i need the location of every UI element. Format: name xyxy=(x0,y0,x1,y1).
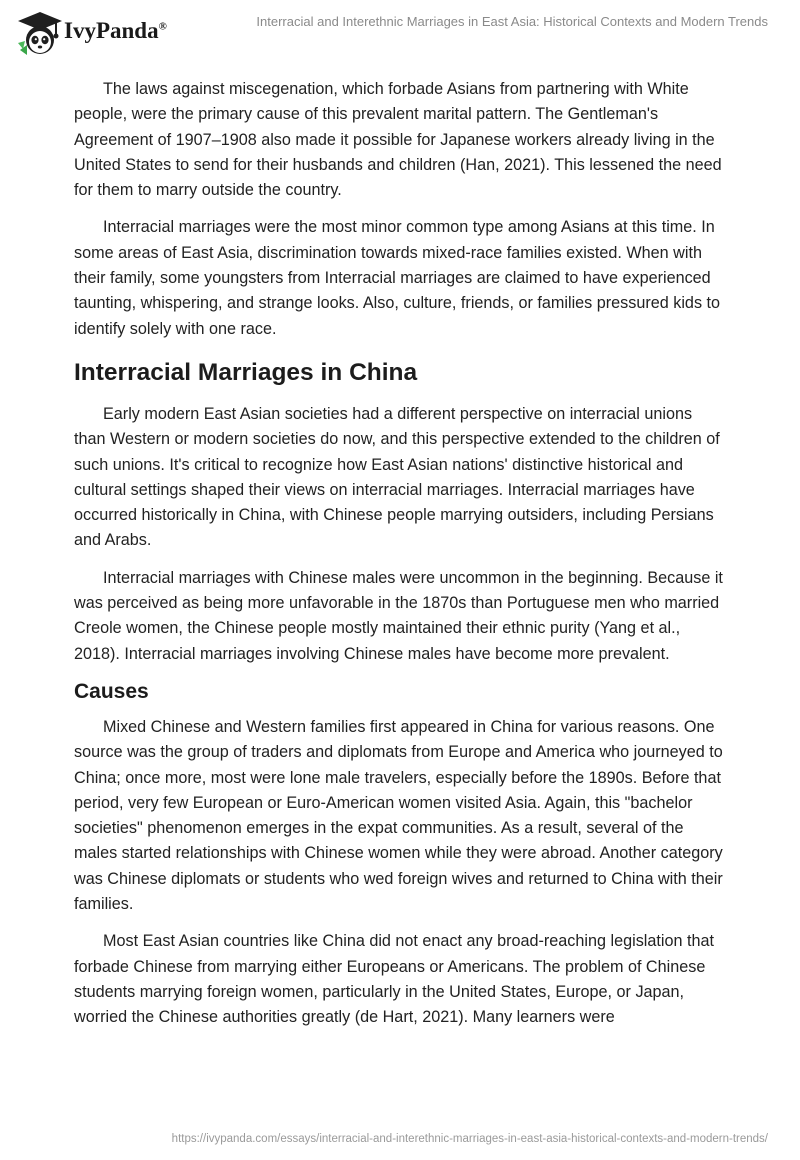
document-title: Interracial and Interethnic Marriages in East Asia: Historical Contexts and Modern Trends xyxy=(256,14,768,29)
subsection-heading-causes: Causes xyxy=(74,679,149,703)
ivypanda-logo[interactable] xyxy=(14,10,214,52)
paragraph: Mixed Chinese and Western families first appeared in China for various reasons. One source was the group of traders and diplomats from Europe and America who journeyed to China; once more, most were lone male travelers, especially before the 1890s. Before that period, very few European or Euro-American women visited Asia. Again, this "bachelor societies" phenomenon emerges in the expat communities. As a result, several of the males started relationships with Chinese women while they were abroad. Another category was Chinese diplomats or students who wed foreign wives and returned to China with their families. xyxy=(74,717,723,914)
brand-text: IvyPanda xyxy=(64,18,159,43)
essay-content xyxy=(74,77,726,1043)
section-heading-china: Interracial Marriages in China xyxy=(74,358,418,386)
paragraph: Early modern East Asian societies had a different perspective on interracial unions than Western or modern societies do now, and this perspective extended to the children of such unions. It's critical to recognize how East Asian nations' distinctive historical and cultural settings shaped their views on interracial marriages. Interracial marriages have occurred historically in China, with Chinese people marrying outsiders, including Persians and Arabs. xyxy=(74,404,720,550)
registered-mark: ® xyxy=(158,20,167,33)
panda-graduate-icon xyxy=(14,10,66,56)
brand-name xyxy=(64,18,167,44)
paragraph: Interracial marriages were the most minor common type among Asians at this time. In some areas of East Asia, discrimination towards mixed-race families existed. When with their family, some youngsters from Interracial marriages are claimed to have experienced taunting, whispering, and strange looks. Also, culture, friends, or families pressured kids to identify solely with one race. xyxy=(74,218,721,338)
paragraph: Interracial marriages with Chinese males were uncommon in the beginning. Because it was perceived as being more unfavorable in the 1870s than Portuguese men who married Creole women, the Chinese people mostly maintained their ethnic purity (Yang et al., 2018). Interracial marriages involving Chinese males have become more prevalent. xyxy=(74,568,723,663)
source-url-link[interactable]: https://ivypanda.com/essays/interracial-and-interethnic-marriages-in-east-asia-historical-contexts-and-modern-trends/ xyxy=(171,1133,768,1145)
paragraph: The laws against miscegenation, which forbade Asians from partnering with White people, were the primary cause of this prevalent marital pattern. The Gentleman's Agreement of 1907–1908 also made it possible for Japanese workers already living in the United States to send for their husbands and children (Han, 2021). This lessened the need for them to marry outside the country. xyxy=(74,80,722,200)
paragraph: Most East Asian countries like China did not enact any broad-reaching legislation that forbade Chinese from marrying either Europeans or Americans. The problem of Chinese students marrying foreign women, particularly in the United States, Europe, or Japan, worried the Chinese authorities greatly (de Hart, 2021). Many learners were xyxy=(74,932,714,1027)
